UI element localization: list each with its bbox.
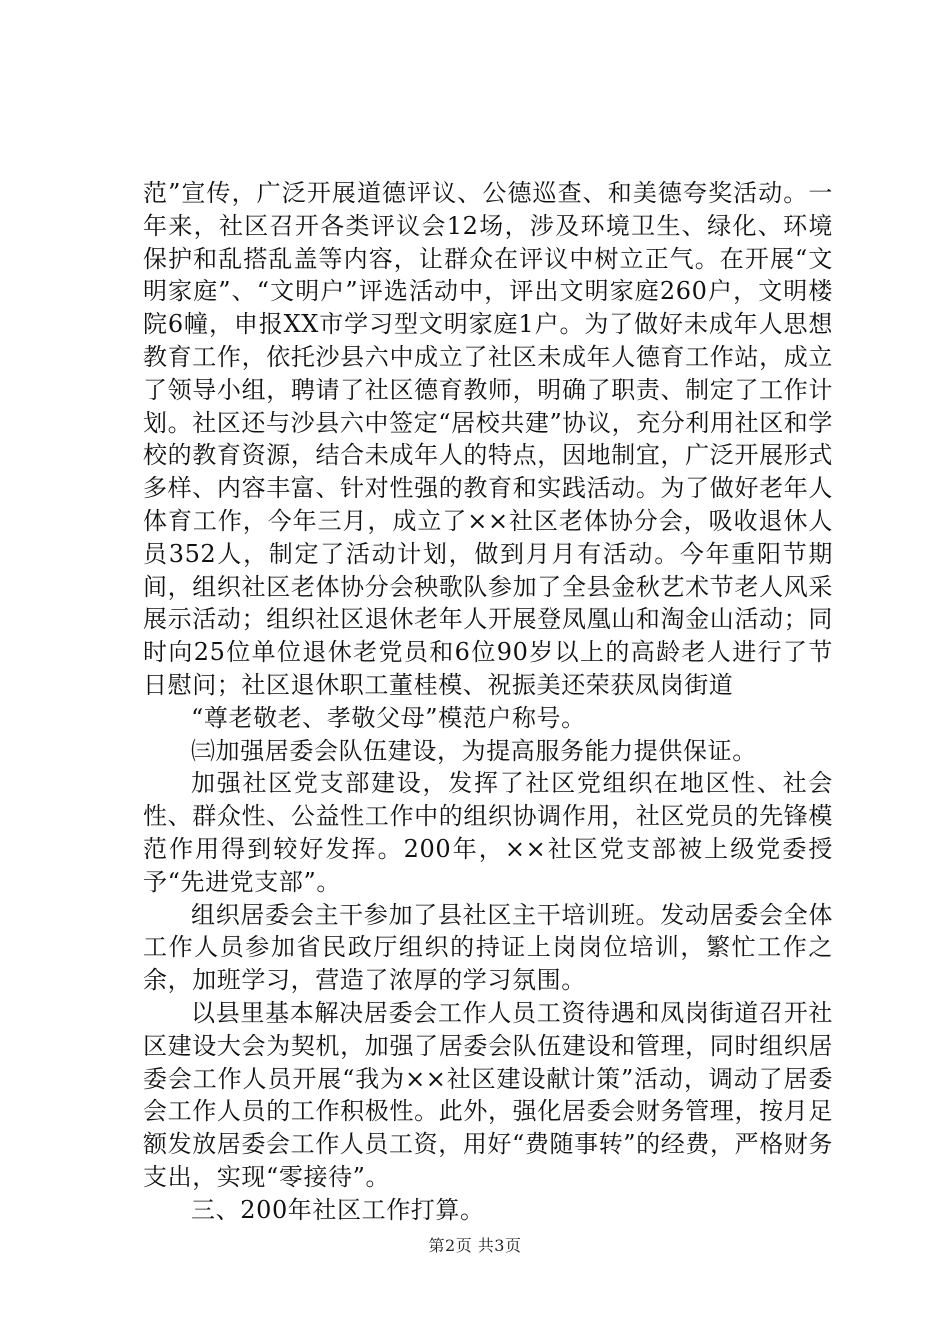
paragraph-7-heading: 三、200年社区工作打算。 (191, 1195, 485, 1224)
paragraph-1: 范”宣传，广泛开展道德评议、公德巡查、和美德夸奖活动。一年来，社区召开各类评议会12场，涉及环境卫生、绿化、环境保护和乱搭乱盖等内容，让群众在评议中树立正气。在开展“文明家庭”、“文明户”评选活动中，评出文明家庭260户，文明楼院6幢，申报XX市学习型文明家庭1户。为了做好未成年人思想教育工作，依托沙县六中成立了社区未成年人德育工作站，成立了领导小组，聘请了社区德育教师，明确了职责、制定了工作计划。社区还与沙县六中签定“居校共建”协议，充分利用社区和学校的教育资源，结合未成年人的特点，因地制宜，广泛开展形式多样、内容丰富、针对性强的教育和实践活动。为了做好老年人体育工作，今年三月，成立了××社区老体协分会，吸收退休人员352人，制定了活动计划，做到月月有活动。今年重阳节期间，组织社区老体协分会秧歌队参加了全县金秋艺术节老人风采展示活动；组织社区退休老年人开展登凤凰山和淘金山活动；同时向25位单位退休老党员和6位90岁以上的高龄老人进行了节日慰问；社区退休职工董桂模、祝振美还荣获凤岗街道 (143, 179, 833, 699)
paragraph-5: 组织居委会主干参加了县社区主干培训班。发动居委会全体工作人员参加省民政厅组织的持证上岗岗位培训，繁忙工作之余，加班学习，营造了浓厚的学习氛围。 (143, 900, 833, 995)
paragraph-2: “尊老敬老、孝敬父母”模范户称号。 (191, 703, 586, 732)
document-body (143, 177, 833, 1227)
paragraph-6: 以县里基本解决居委会工作人员工资待遇和凤岗街道召开社区建设大会为契机，加强了居委会队伍建设和管理，同时组织居委会工作人员开展“我为××社区建设献计策”活动，调动了居委会工作人员的工作积极性。此外，强化居委会财务管理，按月足额发放居委会工作人员工资，用好“费随事转”的经费，严格财务支出，实现“零接待”。 (143, 998, 833, 1191)
paragraph-3-heading: ㈢加强居委会队伍建设，为提高服务能力提供保证。 (191, 736, 757, 765)
page-footer: 第2页 共3页 (428, 1236, 522, 1255)
paragraph-4: 加强社区党支部建设，发挥了社区党组织在地区性、社会性、群众性、公益性工作中的组织协调作用，社区党员的先锋模范作用得到较好发挥。200年，××社区党支部被上级党委授予“先进党支部”。 (143, 769, 833, 896)
